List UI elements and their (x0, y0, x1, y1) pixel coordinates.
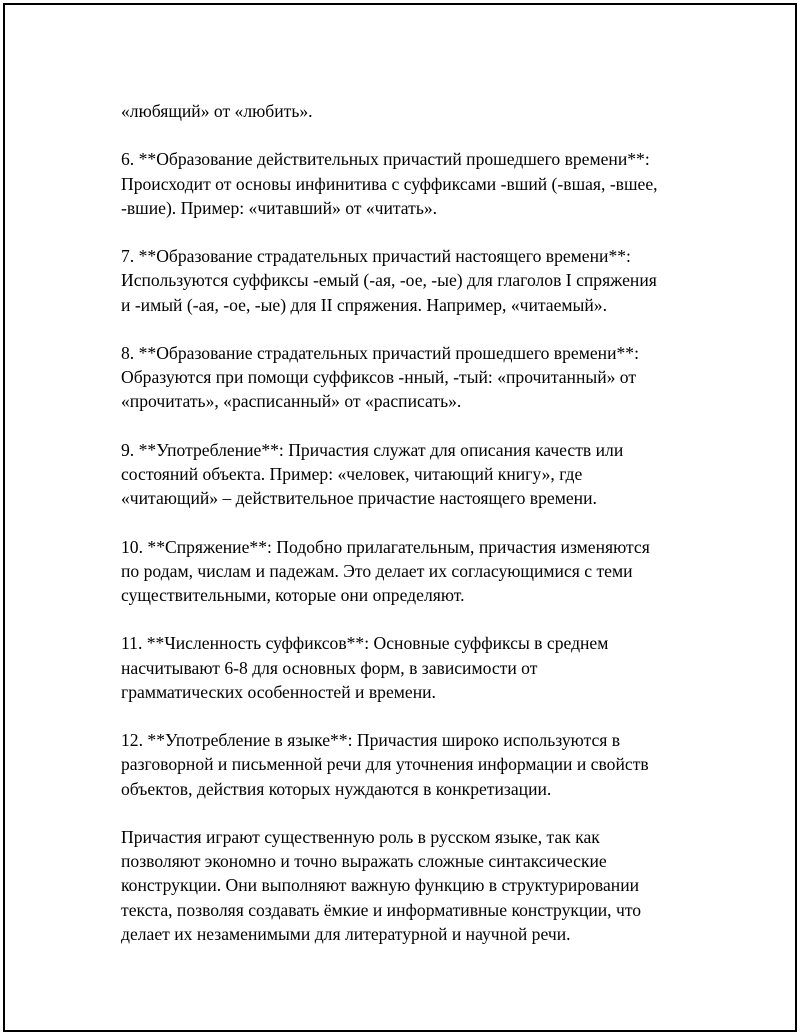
document-body (121, 99, 701, 970)
paragraph-conclusion: Причастия играют существенную роль в русском языке, так как позволяют экономно и точно выражать сложные синтаксические конструкции. Они выполняют важную функцию в структурировании текста, позволяя создавать ёмкие и информативные конструкции, что делает их незаменимыми для литературной и научной речи. (121, 826, 642, 944)
paragraph-item-6: 6. **Образование действительных причастий прошедшего времени**: Происходит от основы инфинитива с суффиксами -вший (-вшая, -вшее, -вшие). Пример: «читавший» от «читать». (121, 149, 658, 218)
paragraph-item-12: 12. **Употребление в языке**: Причастия широко используются в разговорной и письменной речи для уточнения информации и свойств объектов, действия которых нуждаются в конкретизации. (121, 730, 649, 799)
paragraph-item-10: 10. **Спряжение**: Подобно прилагательным, причастия изменяются по родам, числам и падежам. Это делает их согласующимися с теми существительными, которые они определяют. (121, 536, 650, 605)
document-page (3, 3, 797, 1032)
paragraph-item-9: 9. **Употребление**: Причастия служат для описания качеств или состояний объекта. Пример: «человек, читающий книгу», где «читающий» – действительное причастие настоящего времени. (121, 439, 624, 509)
paragraph-item-8: 8. **Образование страдательных причастий прошедшего времени**: Образуются при помощи суффиксов -нный, -тый: «прочитанный» от «прочитать», «расписанный» от «расписать». (121, 342, 639, 412)
paragraph-item-11: 11. **Численность суффиксов**: Основные суффиксы в среднем насчитывают 6-8 для основных форм, в зависимости от грамматических особенностей и времени. (121, 633, 609, 702)
paragraph-continuation: «любящий» от «любить». (121, 101, 313, 121)
paragraph-item-7: 7. **Образование страдательных причастий настоящего времени**: Используются суффиксы -емый (-ая, -ое, -ые) для глаголов I спряжения и -имый (-ая, -ое, -ые) для II спряжения. Например, «читаемый». (121, 246, 657, 315)
